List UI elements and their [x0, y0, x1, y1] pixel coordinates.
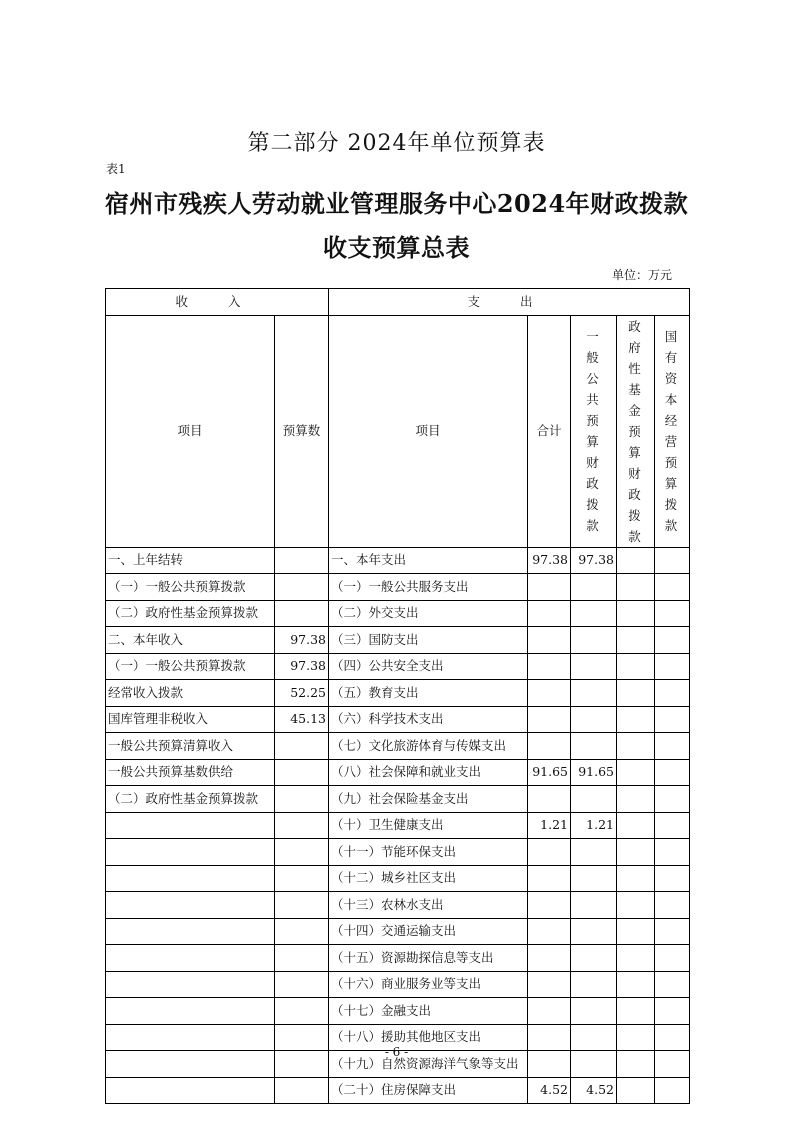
- expense-item-cell: （九）社会保险基金支出: [329, 786, 528, 813]
- table-row: [106, 653, 690, 680]
- header-row-top: [106, 289, 690, 316]
- fund-budget-cell: [617, 998, 655, 1025]
- part-title: 第二部分 2024年单位预算表: [247, 131, 546, 156]
- income-amount-cell: [275, 786, 329, 813]
- fund-budget-cell: [617, 733, 655, 760]
- general-budget-cell: 91.65: [571, 759, 617, 786]
- total-cell: [528, 786, 571, 813]
- state-capital-cell: [655, 971, 690, 998]
- table-row: [106, 706, 690, 733]
- general-budget-cell: 1.21: [571, 812, 617, 839]
- total-cell: 97.38: [528, 547, 571, 574]
- general-budget-cell: [571, 680, 617, 707]
- table-title-line-2: 收支预算总表: [323, 233, 470, 262]
- expense-item-column-header: 项目: [329, 315, 528, 547]
- table-row: [106, 1077, 690, 1104]
- total-cell: 1.21: [528, 812, 571, 839]
- income-item-cell: （一）一般公共预算拨款: [106, 653, 275, 680]
- total-column-header: 合计: [528, 315, 571, 547]
- expense-item-cell: （十）卫生健康支出: [329, 812, 528, 839]
- expense-item-cell: （十九）自然资源海洋气象等支出: [329, 1051, 528, 1078]
- expense-item-cell: （十二）城乡社区支出: [329, 865, 528, 892]
- fund-budget-cell: [617, 574, 655, 601]
- state-capital-cell: [655, 1077, 690, 1104]
- state-capital-cell: [655, 812, 690, 839]
- expense-item-cell: （四）公共安全支出: [329, 653, 528, 680]
- unit-label: 单位：万元: [611, 268, 672, 282]
- table-row: [106, 971, 690, 998]
- income-amount-cell: [275, 759, 329, 786]
- income-amount-cell: [275, 733, 329, 760]
- income-amount-cell: [275, 812, 329, 839]
- expense-item-cell: （八）社会保障和就业支出: [329, 759, 528, 786]
- general-budget-cell: [571, 998, 617, 1025]
- total-cell: [528, 971, 571, 998]
- fund-budget-cell: [617, 759, 655, 786]
- income-item-cell: [106, 812, 275, 839]
- expense-item-cell: （二）外交支出: [329, 600, 528, 627]
- total-cell: 4.52: [528, 1077, 571, 1104]
- fund-budget-cell: [617, 918, 655, 945]
- total-cell: [528, 653, 571, 680]
- income-item-column-header: 项目: [106, 315, 275, 547]
- expense-item-cell: （十六）商业服务业等支出: [329, 971, 528, 998]
- state-capital-cell: [655, 839, 690, 866]
- state-capital-cell: [655, 733, 690, 760]
- budget-table: [105, 288, 690, 1104]
- state-capital-cell: [655, 706, 690, 733]
- table-row: [106, 547, 690, 574]
- total-cell: [528, 945, 571, 972]
- income-item-cell: 一般公共预算基数供给: [106, 759, 275, 786]
- fund-budget-cell: [617, 971, 655, 998]
- income-amount-cell: 97.38: [275, 653, 329, 680]
- table-row: [106, 786, 690, 813]
- expense-item-cell: （十三）农林水支出: [329, 892, 528, 919]
- income-amount-cell: [275, 547, 329, 574]
- page-number: - 6 -: [384, 1045, 409, 1059]
- income-item-cell: 经常收入拨款: [106, 680, 275, 707]
- general-budget-cell: [571, 945, 617, 972]
- total-cell: [528, 733, 571, 760]
- table-number: 表1: [106, 162, 126, 176]
- table-row: [106, 627, 690, 654]
- fund-budget-cell: [617, 653, 655, 680]
- state-capital-cell: [655, 918, 690, 945]
- expense-item-cell: （十一）节能环保支出: [329, 839, 528, 866]
- income-amount-cell: 97.38: [275, 627, 329, 654]
- state-capital-cell: [655, 574, 690, 601]
- fund-budget-cell: [617, 865, 655, 892]
- general-budget-cell: [571, 706, 617, 733]
- fund-budget-cell: [617, 547, 655, 574]
- state-capital-cell: [655, 945, 690, 972]
- fund-budget-cell: [617, 945, 655, 972]
- expense-item-cell: （二十）住房保障支出: [329, 1077, 528, 1104]
- state-capital-cell: [655, 600, 690, 627]
- state-capital-cell: [655, 627, 690, 654]
- expense-item-cell: 一、本年支出: [329, 547, 528, 574]
- general-budget-cell: [571, 786, 617, 813]
- income-header: 收 入: [106, 289, 329, 316]
- general-budget-cell: [571, 892, 617, 919]
- total-cell: [528, 600, 571, 627]
- expense-item-cell: （七）文化旅游体育与传媒支出: [329, 733, 528, 760]
- fund-budget-cell: [617, 706, 655, 733]
- fund-budget-cell: [617, 627, 655, 654]
- table-row: [106, 998, 690, 1025]
- state-capital-cell: [655, 653, 690, 680]
- expense-item-cell: （六）科学技术支出: [329, 706, 528, 733]
- income-item-cell: [106, 918, 275, 945]
- state-capital-cell: [655, 680, 690, 707]
- income-item-cell: （二）政府性基金预算拨款: [106, 786, 275, 813]
- state-capital-cell: [655, 759, 690, 786]
- income-item-cell: [106, 971, 275, 998]
- income-item-cell: （二）政府性基金预算拨款: [106, 600, 275, 627]
- general-budget-cell: [571, 971, 617, 998]
- income-item-cell: [106, 839, 275, 866]
- expense-header: 支 出: [329, 289, 690, 316]
- total-cell: [528, 574, 571, 601]
- total-cell: [528, 998, 571, 1025]
- income-amount-cell: [275, 998, 329, 1025]
- state-capital-cell: [655, 547, 690, 574]
- total-cell: 91.65: [528, 759, 571, 786]
- table-row: [106, 600, 690, 627]
- income-item-cell: [106, 865, 275, 892]
- income-amount-cell: 45.13: [275, 706, 329, 733]
- general-budget-cell: 4.52: [571, 1077, 617, 1104]
- income-item-cell: （一）一般公共预算拨款: [106, 574, 275, 601]
- table-title-line-1: 宿州市残疾人劳动就业管理服务中心2024年财政拨款: [104, 189, 689, 218]
- expense-item-cell: （十八）援助其他地区支出: [329, 1024, 528, 1051]
- income-item-cell: [106, 1077, 275, 1104]
- income-item-cell: [106, 945, 275, 972]
- table-row: [106, 574, 690, 601]
- total-cell: [528, 918, 571, 945]
- general-budget-cell: [571, 574, 617, 601]
- fund-budget-column-header: 政府性基金预算财政拨款: [617, 315, 655, 547]
- fund-budget-cell: [617, 680, 655, 707]
- state-capital-column-header: 国有资本经营预算拨款: [655, 315, 690, 547]
- income-amount-cell: [275, 945, 329, 972]
- expense-item-cell: （十四）交通运输支出: [329, 918, 528, 945]
- table-title: [90, 182, 703, 270]
- state-capital-cell: [655, 892, 690, 919]
- general-budget-cell: [571, 653, 617, 680]
- table-row: [106, 945, 690, 972]
- fund-budget-cell: [617, 892, 655, 919]
- general-budget-cell: 97.38: [571, 547, 617, 574]
- table-row: [106, 759, 690, 786]
- general-budget-cell: [571, 918, 617, 945]
- header-row-columns: [106, 315, 690, 547]
- general-budget-column-header: 一般公共预算财政拨款: [571, 315, 617, 547]
- general-budget-cell: [571, 600, 617, 627]
- expense-item-cell: （三）国防支出: [329, 627, 528, 654]
- income-item-cell: 二、本年收入: [106, 627, 275, 654]
- total-cell: [528, 706, 571, 733]
- general-budget-cell: [571, 865, 617, 892]
- total-cell: [528, 839, 571, 866]
- table-row: [106, 839, 690, 866]
- income-item-cell: 一、上年结转: [106, 547, 275, 574]
- income-amount-cell: [275, 839, 329, 866]
- income-amount-cell: [275, 918, 329, 945]
- table-row: [106, 733, 690, 760]
- expense-item-cell: （一）一般公共服务支出: [329, 574, 528, 601]
- income-item-cell: 一般公共预算清算收入: [106, 733, 275, 760]
- income-item-cell: 国库管理非税收入: [106, 706, 275, 733]
- income-item-cell: [106, 998, 275, 1025]
- state-capital-cell: [655, 865, 690, 892]
- fund-budget-cell: [617, 1077, 655, 1104]
- table-row: [106, 865, 690, 892]
- state-capital-cell: [655, 786, 690, 813]
- income-item-cell: [106, 892, 275, 919]
- expense-item-cell: （五）教育支出: [329, 680, 528, 707]
- total-cell: [528, 680, 571, 707]
- expense-item-cell: （十五）资源勘探信息等支出: [329, 945, 528, 972]
- general-budget-cell: [571, 627, 617, 654]
- state-capital-cell: [655, 998, 690, 1025]
- income-amount-cell: [275, 574, 329, 601]
- income-amount-cell: [275, 1077, 329, 1104]
- income-amount-cell: [275, 600, 329, 627]
- total-cell: [528, 865, 571, 892]
- income-amount-cell: [275, 865, 329, 892]
- general-budget-cell: [571, 839, 617, 866]
- general-budget-cell: [571, 733, 617, 760]
- expense-item-cell: （十七）金融支出: [329, 998, 528, 1025]
- budget-table-body: [106, 289, 690, 1104]
- fund-budget-cell: [617, 600, 655, 627]
- table-row: [106, 892, 690, 919]
- total-cell: [528, 627, 571, 654]
- fund-budget-cell: [617, 786, 655, 813]
- income-amount-cell: [275, 892, 329, 919]
- income-budget-column-header: 预算数: [275, 315, 329, 547]
- table-row: [106, 918, 690, 945]
- table-row: [106, 680, 690, 707]
- table-row: [106, 812, 690, 839]
- fund-budget-cell: [617, 812, 655, 839]
- income-amount-cell: [275, 971, 329, 998]
- total-cell: [528, 892, 571, 919]
- income-amount-cell: 52.25: [275, 680, 329, 707]
- fund-budget-cell: [617, 839, 655, 866]
